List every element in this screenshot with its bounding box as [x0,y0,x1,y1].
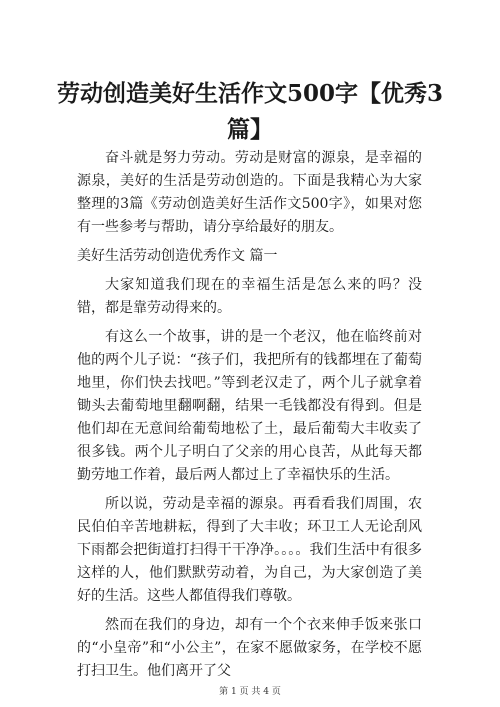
body-paragraph: 有这么一个故事，讲的是一个老汉，他在临终前对他的两个儿子说：“孩子们，我把所有的钱都埋在了葡萄地里，你们快去找吧。”等到老汉走了，两个儿子就拿着锄头去葡萄地里翻啊翻，结果一毛钱都没有得到。但是他们却在无意间给葡萄地松了土，最后葡萄大丰收卖了很多钱。两个儿子明白了父亲的用心良苦，从此每天都勤劳地工作着，最后两人都过上了幸福快乐的生活。 [77,329,422,483]
body-paragraph: 所以说，劳动是幸福的源泉。再看看我们周围，农民伯伯辛苦地耕耘，得到了大丰收；环卫工人无论刮风下雨都会把街道打扫得干干净净。。。。我们生活中有很多这样的人，他们默默劳动着，为自己，为大家创造了美好的生活。这些人都值得我们尊敬。 [77,496,422,604]
body-paragraph: 然而在我们的身边，却有一个个衣来伸手饭来张口的“小皇帝”和“小公主”，在家不愿做家务，在学校不愿打扫卫生。他们离开了父 [77,617,422,679]
section-heading: 美好生活劳动创造优秀作文 篇一 [77,248,278,264]
intro-paragraph: 奋斗就是努力劳动。劳动是财富的源泉，是幸福的源泉，美好的生活是劳动创造的。下面是我精心为大家整理的3篇《劳动创造美好生活作文500字》，如果对您有一些参考与帮助，请分享给最好的朋友。 [77,150,422,235]
page-footer: 第 1 页 共 4 页 [219,687,281,697]
title-line-1: 劳动创造美好生活作文500字【优秀3 [56,80,443,107]
body-paragraph: 大家知道我们现在的幸福生活是怎么来的吗？没错，都是靠劳动得来的。 [77,277,422,316]
title-line-2: 篇】 [227,116,273,143]
document-body [77,147,422,689]
document-title [40,76,460,148]
